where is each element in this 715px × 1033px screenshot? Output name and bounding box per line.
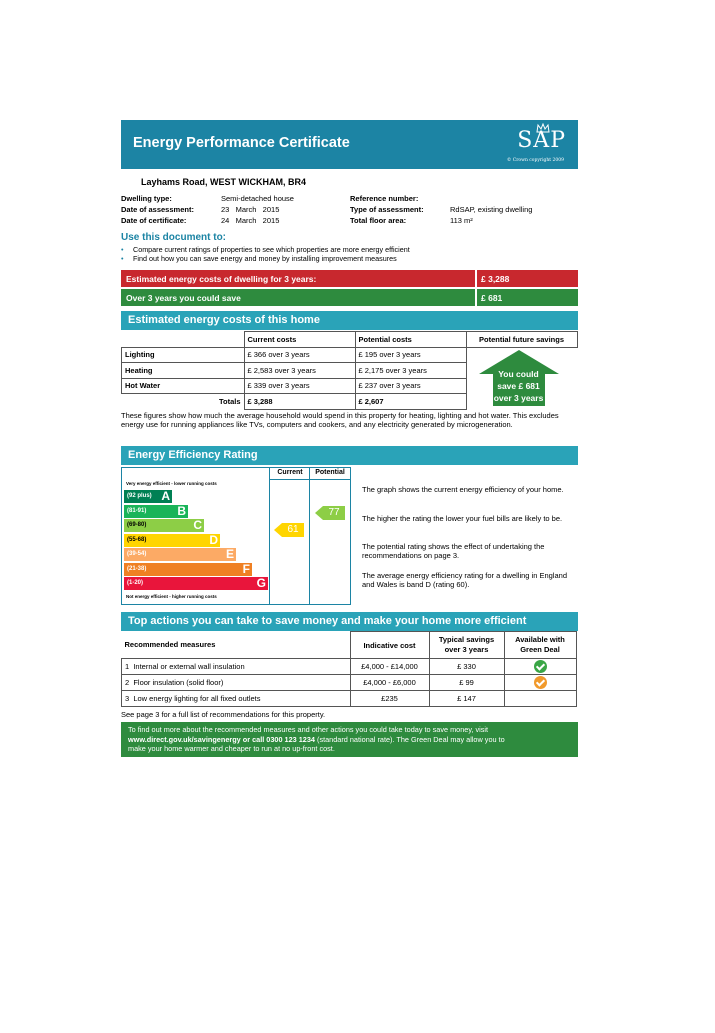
current-cost: £ 366 over 3 years bbox=[244, 347, 355, 363]
eer-band-letter: F bbox=[242, 561, 250, 576]
eer-band-letter: B bbox=[177, 503, 186, 518]
certificate-title: Energy Performance Certificate bbox=[133, 135, 350, 151]
estimated-cost-label: Estimated energy costs of dwelling for 3 years: bbox=[126, 274, 317, 284]
sap-copyright: © Crown copyright 2009 bbox=[506, 158, 564, 163]
measure-cell: 2 Floor insulation (solid floor) bbox=[122, 675, 351, 691]
eer-band-range: (1-20) bbox=[127, 580, 144, 586]
reference-label: Reference number: bbox=[350, 194, 419, 203]
green-deal-cell bbox=[504, 691, 576, 707]
eer-band-a bbox=[124, 490, 172, 503]
col-typical-savings: Typical savings over 3 years bbox=[429, 632, 504, 659]
potential-arrow-tip bbox=[315, 506, 323, 520]
eer-text-1: The graph shows the current energy efficiency of your home. bbox=[362, 485, 564, 494]
savings-cell: £ 147 bbox=[429, 691, 504, 707]
footer-line3: make your home warmer and cheaper to run at no up-front cost. bbox=[128, 744, 335, 753]
measure-cell: 3 Low energy lighting for all fixed outlets bbox=[122, 691, 351, 707]
sap-logo-text: SAP bbox=[517, 128, 566, 153]
eer-text-2: The higher the rating the lower your fuel bills are likely to be. bbox=[362, 514, 563, 523]
check-icon bbox=[534, 676, 547, 689]
type-assessment-value: RdSAP, existing dwelling bbox=[450, 205, 533, 214]
col-current-costs: Current costs bbox=[244, 332, 355, 348]
eer-col-current: Current bbox=[277, 469, 303, 476]
savings-cell: £ 99 bbox=[429, 675, 504, 691]
eer-band-letter: D bbox=[209, 532, 218, 547]
col-future-savings: Potential future savings bbox=[466, 332, 577, 348]
actions-table bbox=[121, 631, 577, 707]
cost-cell: £235 bbox=[350, 691, 429, 707]
eer-band-letter: A bbox=[161, 489, 170, 503]
table-row bbox=[122, 347, 578, 363]
eer-col-potential: Potential bbox=[315, 469, 345, 476]
totals-label: Totals bbox=[218, 397, 241, 406]
eer-band-letter: C bbox=[193, 518, 202, 532]
table-row bbox=[122, 675, 577, 691]
eer-band-range: (92 plus) bbox=[127, 493, 152, 499]
savings-bar bbox=[121, 289, 578, 306]
floor-area-label: Total floor area: bbox=[350, 216, 407, 225]
potential-cost: £ 195 over 3 years bbox=[355, 347, 466, 363]
cost-cell: £4,000 - £6,000 bbox=[350, 675, 429, 691]
eer-band-range: (81-91) bbox=[127, 507, 147, 514]
footer-line2: (standard national rate). The Green Deal may allow you to bbox=[314, 734, 505, 744]
eer-band-letter: E bbox=[225, 547, 234, 561]
eer-section-header: Energy Efficiency Rating bbox=[121, 446, 578, 465]
col-indicative-cost: Indicative cost bbox=[350, 632, 429, 659]
table-row bbox=[122, 691, 577, 707]
date-assessment-value: 23 March 2015 bbox=[221, 205, 280, 214]
eer-band-e bbox=[124, 548, 236, 561]
totals-current: £ 3,288 bbox=[244, 394, 355, 410]
use-document-title: Use this document to: bbox=[121, 232, 227, 243]
bullet-item: • Compare current ratings of properties to see which properties are more energy efficient bbox=[121, 245, 410, 254]
footer-line1: To find out more about the recommended measures and other actions you could take today to save money, visit bbox=[128, 725, 489, 734]
bar-divider bbox=[475, 270, 477, 287]
date-certificate-label: Date of certificate: bbox=[121, 216, 187, 225]
footer-link[interactable]: www.direct.gov.uk/savingenergy or call 0300 123 1234 bbox=[128, 734, 315, 744]
potential-rating-value: 77 bbox=[323, 506, 345, 520]
footer-info bbox=[121, 722, 578, 757]
eer-chart bbox=[121, 467, 351, 605]
current-cost: £ 2,583 over 3 years bbox=[244, 363, 355, 379]
date-assessment-label: Date of assessment: bbox=[121, 205, 194, 214]
dwelling-type-value: Semi-detached house bbox=[221, 194, 294, 203]
costs-table bbox=[121, 331, 578, 410]
savings-cell: £ 330 bbox=[429, 659, 504, 675]
current-arrow-tip bbox=[274, 523, 282, 537]
check-icon bbox=[534, 660, 547, 673]
bullet-dot-icon: • bbox=[121, 254, 124, 263]
eer-text-3: The potential rating shows the effect of undertaking the recommendations on page 3. bbox=[362, 542, 545, 560]
costs-section-header: Estimated energy costs of this home bbox=[121, 311, 578, 330]
savings-label: Over 3 years you could save bbox=[126, 293, 241, 303]
row-label: Heating bbox=[122, 363, 245, 379]
dwelling-type-label: Dwelling type: bbox=[121, 194, 172, 203]
costs-note: These figures show how much the average household would spend in this property for heating, lighting and hot water. This excludes energy use for running appliances like TVs, computers and cookers, and any electricity generated by microgeneration. bbox=[121, 411, 559, 429]
col-recommended-measures: Recommended measures bbox=[124, 640, 216, 650]
eer-band-range: (39-54) bbox=[127, 551, 147, 557]
cost-cell: £4,000 - £14,000 bbox=[350, 659, 429, 675]
type-assessment-label: Type of assessment: bbox=[350, 205, 424, 214]
eer-band-d bbox=[124, 534, 220, 547]
eer-band-b bbox=[124, 505, 188, 518]
estimated-cost-value: £ 3,288 bbox=[481, 274, 510, 284]
potential-cost: £ 237 over 3 years bbox=[355, 378, 466, 394]
eer-band-range: (55-68) bbox=[127, 536, 147, 543]
eer-band-f bbox=[124, 563, 252, 576]
measure-cell: 1 Internal or external wall insulation bbox=[122, 659, 351, 675]
eer-band-letter: G bbox=[256, 576, 266, 590]
savings-value: £ 681 bbox=[481, 293, 503, 303]
property-address: Layhams Road, WEST WICKHAM, BR4 bbox=[141, 177, 307, 187]
eer-band-g bbox=[124, 577, 268, 590]
bar-divider bbox=[475, 289, 477, 306]
use-document-bullets bbox=[121, 245, 410, 263]
eer-bottom-caption: Not energy efficient - higher running costs bbox=[126, 594, 217, 599]
current-rating-value: 61 bbox=[282, 523, 304, 537]
green-deal-cell bbox=[504, 659, 576, 675]
totals-potential: £ 2,607 bbox=[355, 394, 466, 410]
date-certificate-value: 24 March 2015 bbox=[221, 216, 280, 225]
savings-arrow-text: You could save £ 681 over 3 years bbox=[493, 368, 544, 403]
see-page-note: See page 3 for a full list of recommendations for this property. bbox=[121, 710, 326, 719]
eer-top-caption: Very energy efficient - lower running costs bbox=[126, 481, 217, 486]
eer-band-range: (69-80) bbox=[127, 522, 147, 528]
certificate-header bbox=[121, 120, 578, 169]
savings-arrow-cell bbox=[466, 347, 577, 409]
col-potential-costs: Potential costs bbox=[355, 332, 466, 348]
eer-band-range: (21-38) bbox=[127, 565, 147, 572]
eer-band-c bbox=[124, 519, 204, 532]
actions-section-header: Top actions you can take to save money and make your home more efficient bbox=[121, 612, 578, 631]
bullet-dot-icon: • bbox=[121, 245, 124, 254]
green-deal-cell bbox=[504, 675, 576, 691]
table-row bbox=[122, 659, 577, 675]
floor-area-value: 113 m² bbox=[450, 216, 473, 225]
bullet-item: • Find out how you can save energy and money by installing improvement measures bbox=[121, 254, 397, 263]
row-label: Hot Water bbox=[122, 378, 245, 394]
crown-icon bbox=[536, 123, 550, 133]
eer-text-4: The average energy efficiency rating for a dwelling in England and Wales is band D (rating 60). bbox=[362, 571, 567, 589]
potential-cost: £ 2,175 over 3 years bbox=[355, 363, 466, 379]
current-cost: £ 339 over 3 years bbox=[244, 378, 355, 394]
estimated-cost-bar bbox=[121, 270, 578, 287]
row-label: Lighting bbox=[122, 347, 245, 363]
col-green-deal: Available with Green Deal bbox=[504, 632, 576, 659]
